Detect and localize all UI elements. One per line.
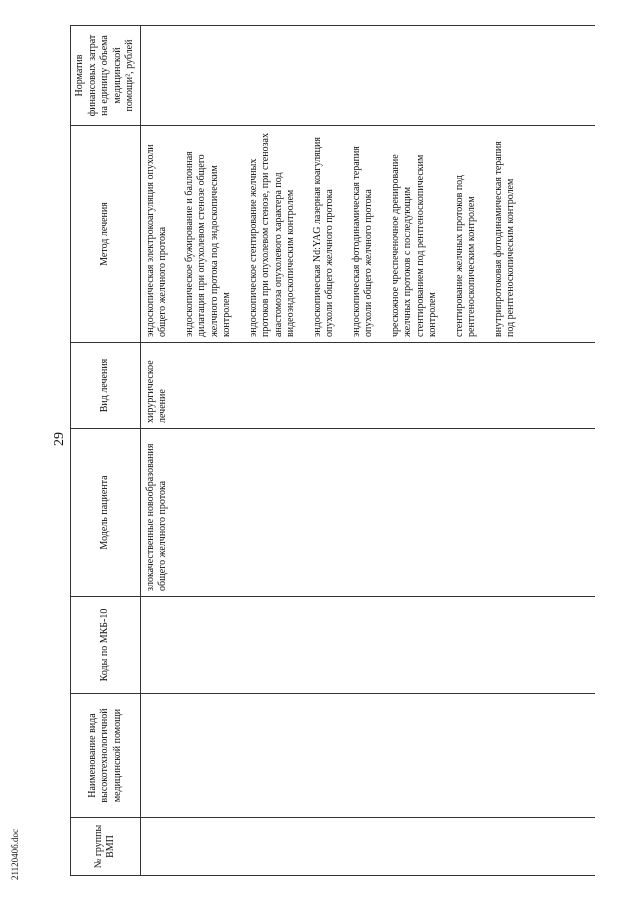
cell-treatment-methods xyxy=(140,126,595,343)
header-mkb-codes: Коды по МКБ-10 xyxy=(71,597,141,694)
method-item: внутрипротоковая фотодинамическая терапия под рентгеноскопическим контролем xyxy=(492,141,516,337)
cell-group-number xyxy=(140,818,595,876)
method-item: чрескожное чреспеченочное дренирование желчных протоков с последующим стентированием под рентгеноскопическим контролем xyxy=(389,154,438,337)
header-treatment-method: Метод лечения xyxy=(71,126,141,343)
header-group-number: № группы ВМП xyxy=(71,818,141,876)
table-header-row xyxy=(71,26,141,876)
cell-mkb-codes xyxy=(140,597,595,694)
table-row xyxy=(140,26,595,876)
method-item: эндоскопическое стентирование желчных протоков при опухолевом стенозе, при стенозах анастомоза опухолевого характера под видеоэндоскопическим контролем xyxy=(247,133,296,337)
header-financial-norm: Норматив финансовых затрат на единицу объема медицинской помощи², рублей xyxy=(71,26,141,126)
header-treatment-type: Вид лечения xyxy=(71,343,141,429)
cell-financial-norm xyxy=(140,26,595,126)
method-item: эндоскопическая Nd:YAG лазерная коагуляция опухоли общего желчного протока xyxy=(311,137,335,337)
cell-patient-model: злокачественные новообразования общего желчного протока xyxy=(140,429,595,597)
page-number: 29 xyxy=(52,432,67,446)
rotated-table-container xyxy=(70,26,595,876)
method-item: стентирование желчных протоков под рентгеноскопическим контролем xyxy=(453,175,477,337)
vmp-table xyxy=(70,25,595,876)
document-filename: 2112040б.doc xyxy=(10,829,20,880)
cell-treatment-type: хирургическое лечение xyxy=(140,343,595,429)
method-item: эндоскопическая электрокоагуляция опухоли общего желчного протока xyxy=(144,144,168,337)
header-vmp-name: Наименование вида высокотехнологичной медицинской помощи xyxy=(71,694,141,818)
header-patient-model: Модель пациента xyxy=(71,429,141,597)
method-item: эндоскопическая фотодинамическая терапия опухоли общего желчного протока xyxy=(350,146,374,337)
method-item: эндоскопическое бужирование и баллонная дилатация при опухолевом стенозе общего желчного протока под эндоскопическим контролем xyxy=(183,151,232,337)
cell-vmp-name xyxy=(140,694,595,818)
